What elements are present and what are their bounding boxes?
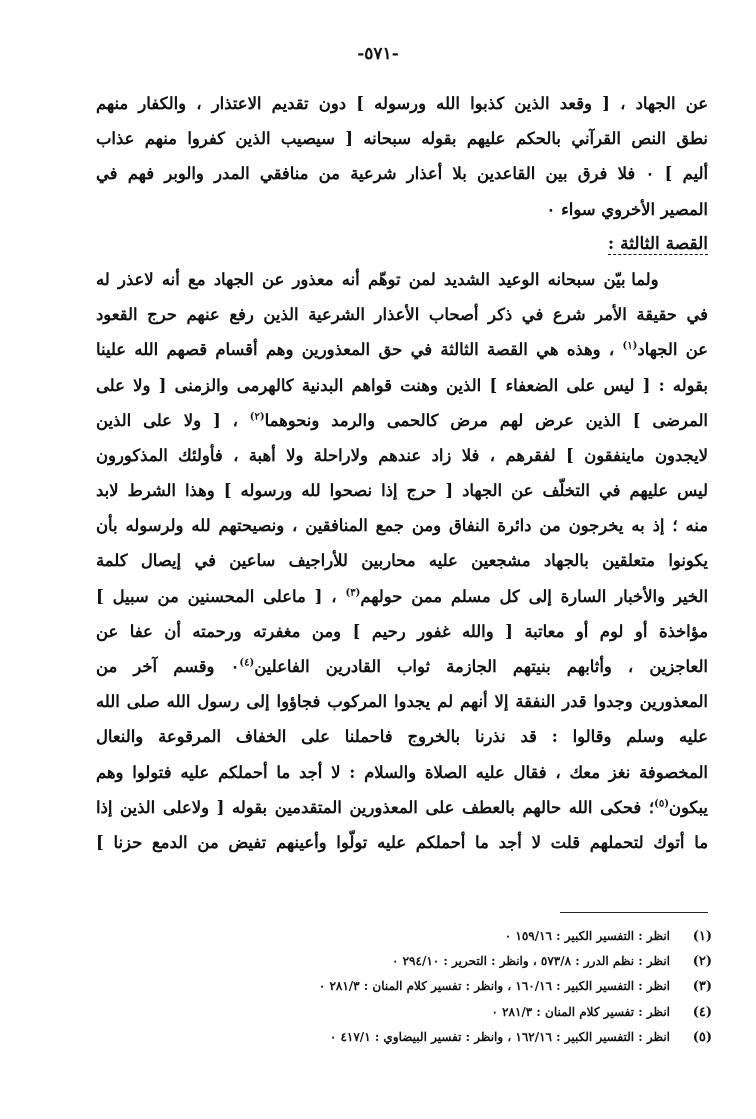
text-line: نطق النص القرآني بالحكم عليهم بقوله سبحانه [ سيصيب الذين كفروا منهم عذاب bbox=[96, 129, 708, 149]
footnote: (١)انظر : التفسير الكبير : ١٥٩/١٦ ٠ bbox=[504, 929, 712, 944]
text-line: عن الجهاد ، [ وقعد الذين كذبوا الله ورسوله ] دون تقديم الاعتذار ، والكفار منهم bbox=[96, 94, 708, 113]
text-line: عن الجهاد$^{(١)}$ ، وهذه هي القصة الثالثة في حق المعذورين وهم أقسام قصهم الله علينا bbox=[96, 340, 708, 360]
text-line: المصير الأخروي سواء ٠ bbox=[546, 199, 708, 219]
text-line: منه ؛ إذ به يخرجون من دائرة النفاق ومن جمع المنافقين ، ونصيحتهم لله ولرسوله بأن bbox=[96, 516, 708, 536]
footnote: (٢)انظر : نظم الدرر : ٥٧٣/٨ ، وانظر : التحرير : ٢٩٤/١٠ ٠ bbox=[391, 954, 712, 970]
text-line: المرضى ] الذين عرض لهم مرض كالحمى والرمد ونحوهما$^{(٢)}$ ، [ ولا على الذين bbox=[96, 410, 708, 430]
text-line: العاجزين ، وأثابهم بنيتهم الجازمة ثواب القادرين الفاعلين$^{(٤)}$٠ وقسم آخر من bbox=[96, 657, 708, 676]
footnote: (٤)انظر : تفسير كلام المنان : ٢٨١/٣ ٠ bbox=[491, 1004, 712, 1020]
text-line: عليه وسلم وقالوا : قد نذرنا بالخروج فاحملنا على الخفاف المرقوعة والنعال bbox=[96, 727, 708, 747]
footnote: (٣)انظر : التفسير الكبير : ١٦٠/١٦ ، وانظر : تفسير كلام المنان : ٢٨١/٣ ٠ bbox=[318, 979, 712, 995]
footnotes bbox=[280, 924, 712, 1050]
text-line: أليم ] ٠ فلا فرق بين القاعدين بلا أعذار شرعية من منافقي المدر والوبر فهم في bbox=[96, 164, 708, 184]
footnote: (٥)انظر : التفسير الكبير : ١٦٢/١٦ ، وانظر : تفسير البيضاوي : ٤١٧/١ ٠ bbox=[329, 1029, 712, 1045]
text-line: يكونوا متعلقين بالجهاد مشجعين عليه محاربين للأراجيف ساعين في إيصال كلمة bbox=[96, 551, 708, 571]
body-text bbox=[96, 86, 708, 860]
footnote-marker: (٤) bbox=[239, 657, 255, 669]
text-line: المخصوفة نغز معك ، فقال عليه الصلاة والسلام : لا أجد ما أحملكم عليه فتولوا وهم bbox=[96, 762, 708, 782]
footnote-marker: (١) bbox=[622, 340, 638, 352]
text-line: لايجدون ماينفقون ] لفقرهم ، فلا زاد عندهم ولاراحلة ولا أهبة ، فأولئك المذكورون bbox=[96, 445, 708, 465]
footnote-marker: (٢) bbox=[249, 411, 265, 423]
text-line: ولما بيّن سبحانه الوعيد الشديد لمن توهّم أنه معذور عن الجهاد مع أنه لاعذر له bbox=[96, 269, 659, 289]
text-line: ليس عليهم في التخلّف عن الجهاد [ حرج إذا نصحوا لله ورسوله ] وهذا الشرط لابد bbox=[96, 481, 708, 501]
footnote-marker: (٥) bbox=[654, 798, 669, 810]
section-heading bbox=[96, 227, 708, 262]
text-line: الخير والأخبار السارة إلى كل مسلم ممن حولهم$^{(٣)}$ ، [ ماعلى المحسنين من سبيل ] bbox=[96, 586, 708, 606]
page-number: -٥٧١- bbox=[357, 44, 399, 64]
section-heading-text: القصة الثالثة : bbox=[607, 233, 708, 254]
text-line: بقوله : [ ليس على الضعفاء ] الذين وهنت قواهم البدنية كالهرمى والزمنى [ ولا على bbox=[96, 375, 708, 395]
text-line: يبكون$^{(٥)}$؛ فحكى الله حالهم بالعطف على المعذورين المتقدمين بقوله [ ولاعلى الذين إذا bbox=[96, 797, 708, 817]
text-line: ما أتوك لتحملهم قلت لا أجد ما أحملكم عليه تولّوا وأعينهم تفيض من الدمع حزنا ] bbox=[96, 832, 708, 852]
text-line: مؤاخذة أو لوم أو معاتبة [ والله غفور رحيم ] ومن مغفرته ورحمته أن عفا عن bbox=[96, 621, 708, 641]
text-line: في حقيقة الأمر شرع في ذكر أصحاب الأعذار الشرعية الذين رفع عنهم حرج القعود bbox=[96, 305, 708, 325]
text-line: المعذورين وجدوا قدر النفقة إلا أنهم لم يجدوا المركوب فجاؤوا إلى رسول الله صلى الله bbox=[96, 692, 708, 712]
footnote-marker: (٣) bbox=[345, 587, 361, 599]
footnote-divider bbox=[560, 912, 708, 913]
